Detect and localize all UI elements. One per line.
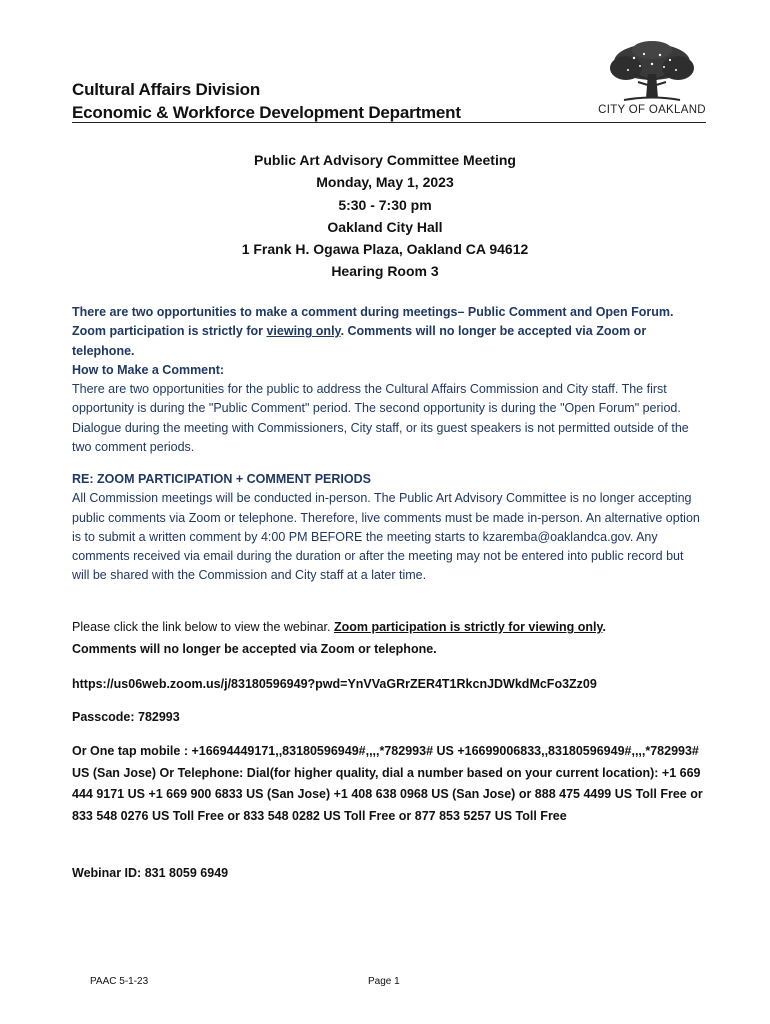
zoom-section-heading: RE: ZOOM PARTICIPATION + COMMENT PERIODS	[72, 472, 371, 486]
footer-page-number: Page 1	[368, 976, 400, 987]
department-name: Economic & Workforce Development Department	[72, 103, 461, 122]
intro-sentence-2-post: . Comments will no longer be accepted via Zoom or telephone.	[72, 324, 647, 358]
webinar-strict-end: .	[602, 620, 606, 634]
city-of-oakland-logo	[598, 40, 706, 120]
webinar-strict-text: Zoom participation is strictly for viewing only	[333, 620, 603, 634]
meeting-details	[0, 149, 770, 283]
meeting-room: Hearing Room 3	[331, 263, 439, 280]
meeting-title: Public Art Advisory Committee Meeting	[254, 152, 516, 168]
webinar-id: Webinar ID: 831 8059 6949	[72, 866, 229, 880]
webinar-passcode: Passcode: 782993	[72, 710, 180, 724]
webinar-no-comments: Comments will no longer be accepted via Zoom or telephone.	[72, 641, 437, 656]
meeting-address: 1 Frank H. Ogawa Plaza, Oakland CA 94612	[241, 241, 529, 258]
intro-paragraph	[72, 303, 702, 457]
intro-sentence-2-pre: Zoom participation is strictly for	[72, 324, 267, 339]
webinar-instructions	[72, 617, 706, 660]
oak-tree-icon	[604, 40, 700, 104]
intro-viewing-only: viewing only	[266, 324, 341, 339]
webinar-click-text: Please click the link below to view the webinar.	[72, 620, 334, 634]
zoom-section-body: All Commission meetings will be conducted in-person. The Public Art Advisory Committee is no longer accepting public comments via Zoom or telephone. Therefore, live comments must be made in-person. An alternative option is to submit a written comment by 4:00 PM BEFORE the meeting starts to kzaremba@oaklandca.gov. Any comments received via email during the duration or after the meeting may not be entered into public record but will be shared with the Commission and City staff at a later time.	[72, 491, 700, 583]
howto-heading: How to Make a Comment:	[72, 362, 225, 377]
meeting-date: Monday, May 1, 2023	[316, 174, 454, 191]
webinar-phone-info: Or One tap mobile : +16694449171,,83180596949#,,,,*782993# US +16699006833,,83180596949#,,,,*782993# US (San Jose) Or Telephone: Dial(for higher quality, dial a number based on your current location): +1 669 444 9171 US +1 669 900 6833 US (San Jose) +1 408 638 0968 US (San Jose) or 888 475 4499 US Toll Free or 833 548 0276 US Toll Free or 833 548 0282 US Toll Free or 877 853 5257 US Toll Free	[72, 744, 703, 823]
meeting-venue: Oakland City Hall	[327, 218, 443, 235]
intro-sentence-1: There are two opportunities to make a comment during meetings– Public Comment and Open Forum.	[72, 305, 674, 319]
zoom-section	[72, 470, 702, 586]
document-header	[72, 78, 461, 124]
footer-doc-code: PAAC 5-1-23	[90, 976, 149, 987]
logo-text: CITY OF OAKLAND	[598, 104, 706, 116]
header-rule	[72, 122, 706, 123]
division-name: Cultural Affairs Division	[72, 80, 261, 99]
howto-body: There are two opportunities for the public to address the Cultural Affairs Commission and City staff. The first opportunity is during the "Public Comment" period. The second opportunity is during the "Open Forum" period. Dialogue during the meeting with Commissioners, City staff, or its guest speakers is not permitted outside of the two comment periods.	[72, 382, 689, 455]
meeting-time: 5:30 - 7:30 pm	[338, 196, 432, 213]
webinar-link[interactable]: https://us06web.zoom.us/j/83180596949?pwd=YnVVaGRrZER4T1RkcnJDWkdMcFo3Zz09	[72, 677, 597, 691]
